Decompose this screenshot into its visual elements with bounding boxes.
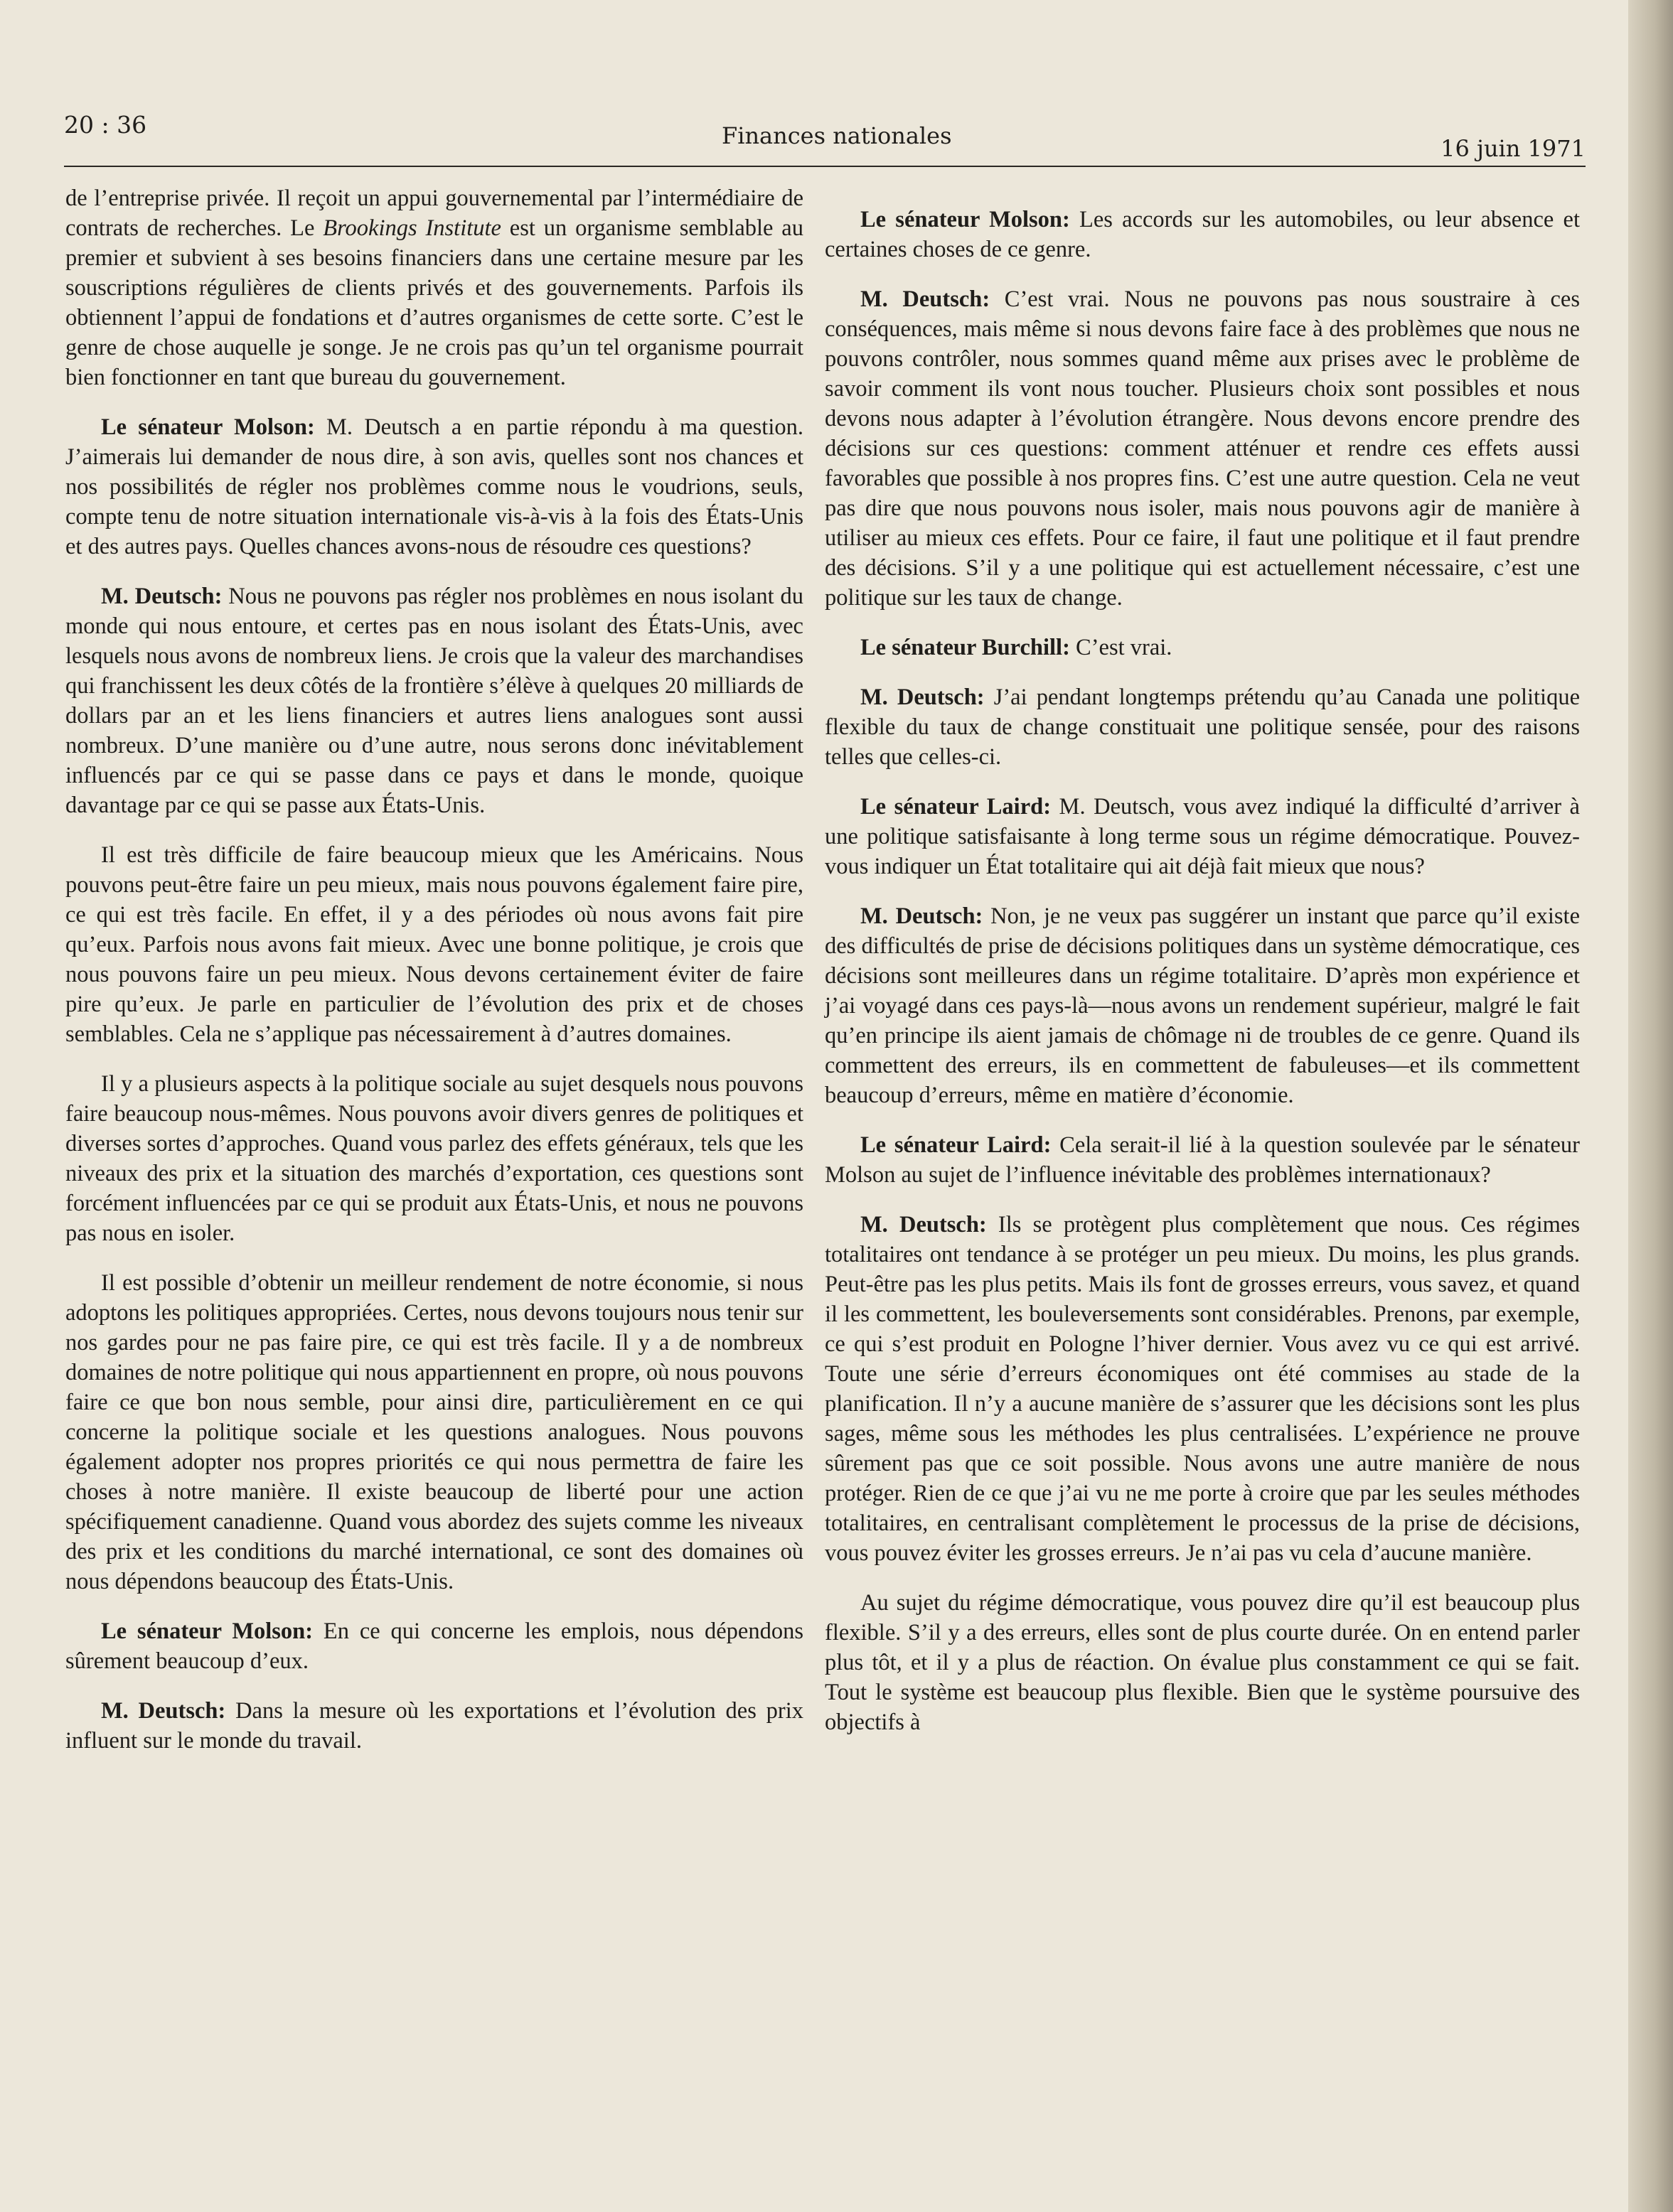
paragraph-text: Il est possible d’obtenir un meilleur rendement de notre économie, si nous adoptons les politiques appropriées. Certes, nous devons toujours nous tenir sur nos gardes pour ne pas faire pire, ce qui est très facile. Il y a de nombreux domaines de notre politique qui nous appartiennent en propre, où nous pouvons faire ce que bon nous semble, pour ainsi dire, particulièrement en ce qui concerne la politique sociale et les questions analogues. Nous pouvons également adopter nos propres priorités ce qui nous permettra de faire les choses à notre manière. Il existe beaucoup de liberté pour une action spécifiquement canadienne. Quand vous abordez des sujets comme les niveaux des prix et les conditions du marché international, ce sont des domaines où nous dépendons beaucoup des États-Unis.: [65, 1270, 803, 1594]
header-rule: [64, 166, 1586, 167]
paragraph: [825, 284, 1580, 613]
paragraph: [825, 682, 1580, 772]
paragraph: [825, 1210, 1580, 1568]
paragraph: [65, 412, 803, 562]
left-column: [65, 183, 803, 1776]
speaker-name: M. Deutsch:: [101, 1698, 226, 1724]
right-column: [825, 205, 1580, 1757]
speaker-name: Le sénateur Molson:: [860, 207, 1070, 232]
paragraph-text: de l’entreprise privée. Il reçoit un appui gouvernemental par l’intermédiaire de contrats de recherches. Le: [65, 186, 803, 241]
paragraph-text: J’ai pendant longtemps prétendu qu’au Canada une politique flexible du taux de change constituait une politique sensée, pour des raisons telles que celles-ci.: [825, 684, 1580, 770]
paragraph-text: M. Deutsch, vous avez indiqué la difficulté d’arriver à une politique satisfaisante à long terme sous un régime démocratique. Pouvez-vous indiquer un État totalitaire qui ait déjà fait mieux que nous?: [825, 794, 1580, 879]
paragraph-text: Cela serait-il lié à la question soulevée par le sénateur Molson au sujet de l’influence inévitable des problèmes internationaux?: [825, 1132, 1580, 1188]
paragraph-text: Les accords sur les automobiles, ou leur absence et certaines choses de ce genre.: [825, 207, 1580, 262]
paragraph: [65, 1268, 803, 1596]
paragraph-text: est un organisme semblable au premier et subvient à ses besoins financiers dans une certaine mesure par les souscriptions régulières de clients privés et des gouvernements. Parfois ils obtiennent l’appui de fondations et d’autres organismes de cette sorte. C’est le genre de chose auquelle je songe. Je ne crois pas qu’un tel organisme pourrait bien fonctionner en tant que bureau du gouvernement.: [65, 215, 803, 390]
paragraph-text: En ce qui concerne les emplois, nous dépendons sûrement beaucoup d’eux.: [65, 1618, 803, 1674]
page-date: 16 juin 1971: [1441, 135, 1586, 162]
speaker-name: Le sénateur Burchill:: [860, 635, 1070, 660]
paragraph: [65, 581, 803, 820]
speaker-name: Le sénateur Laird:: [860, 794, 1052, 820]
paragraph: [65, 1616, 803, 1676]
speaker-name: M. Deutsch:: [860, 286, 990, 312]
paragraph-text: Au sujet du régime démocratique, vous pouvez dire qu’il est beaucoup plus flexible. S’il y a des erreurs, elles sont de plus courte durée. On en entend parler plus tôt, et il y a plus de réaction. On évalue plus constamment ce qui se fait. Tout le système est beaucoup plus flexible. Bien que le système poursuive des objectifs à: [825, 1590, 1580, 1735]
speaker-name: M. Deutsch:: [101, 584, 223, 609]
paragraph: [825, 901, 1580, 1110]
paragraph: [825, 792, 1580, 881]
binding-edge: [1628, 0, 1673, 2212]
paragraph: [65, 840, 803, 1049]
speaker-name: Le sénateur Molson:: [101, 414, 315, 440]
speaker-name: Le sénateur Molson:: [101, 1618, 314, 1644]
paragraph-text: Il est très difficile de faire beaucoup mieux que les Américains. Nous pouvons peut-être faire un peu mieux, mais nous pouvons également faire pire, ce qui est très facile. En effet, il y a des périodes où nous avons fait pire qu’eux. Parfois nous avons fait mieux. Avec une bonne politique, je crois que nous pouvons faire un peu mieux. Nous devons certainement éviter de faire pire qu’eux. Je parle en particulier de l’évolution des prix et de choses semblables. Cela ne s’applique pas nécessairement à d’autres domaines.: [65, 842, 803, 1047]
paragraph-text: M. Deutsch a en partie répondu à ma question. J’aimerais lui demander de nous dire, à son avis, quelles sont nos chances et nos possibilités de régler nos problèmes comme nous le voudrions, seuls, compte tenu de notre situation internationale vis-à-vis à la fois des États-Unis et des autres pays. Quelles chances avons-nous de résoudre ces questions?: [65, 414, 803, 559]
speaker-name: M. Deutsch:: [860, 1212, 987, 1237]
paragraph: [825, 633, 1580, 662]
paragraph: [65, 1069, 803, 1248]
page-folio: 20 : 36: [64, 111, 147, 139]
paragraph: [65, 1696, 803, 1756]
paragraph: [65, 183, 803, 392]
paragraph-text: C’est vrai.: [1069, 635, 1172, 660]
paragraph-text: Nous ne pouvons pas régler nos problèmes en nous isolant du monde qui nous entoure, et certes pas en nous isolant des États-Unis, avec lesquels nous avons de nombreux liens. Je crois que la valeur des marchandises qui franchissent les deux côtés de la frontière s’élève à quelques 20 milliards de dollars par an et les liens financiers et autres liens analogues sont aussi nombreux. D’une manière ou d’une autre, nous serons donc inévitablement influencés par ce qui se passe dans ce pays et dans le monde, quoique davantage par ce qui se passe aux États-Unis.: [65, 584, 803, 818]
paragraph-text: Ils se protègent plus complètement que nous. Ces régimes totalitaires ont tendance à se protéger un peu mieux. Du moins, les plus grands. Peut-être pas les plus petits. Mais ils font de grosses erreurs, vous savez, et quand il les commettent, les bouleversements sont considérables. Prenons, par exemple, ce qui s’est produit en Pologne l’hiver dernier. Vous avez vu ce qui est arrivé. Toute une série d’erreurs économiques ont été commises au stade de la planification. Il n’y a aucune manière de s’assurer que les décisions sont les plus sages, même sous les méthodes les plus centralisées. L’expérience ne prouve sûrement pas que ce soit possible. Nous avons une autre manière de nous protéger. Rien de ce que j’ai vu ne me porte à croire que par les seules méthodes totalitaires, en centralisant complètement le processus de la prise de décisions, vous pouvez éviter les grosses erreurs. Je n’ai pas vu cela d’aucune manière.: [825, 1212, 1580, 1566]
paragraph: [825, 205, 1580, 264]
paragraph-text: Il y a plusieurs aspects à la politique sociale au sujet desquels nous pouvons faire beaucoup nous-mêmes. Nous pouvons avoir divers genres de politiques et diverses sortes d’approches. Quand vous parlez des effets généraux, tels que les niveaux des prix et la situation des marchés d’exportation, ces questions sont forcément influencées par ce qui se produit aux États-Unis, et nous ne pouvons pas nous en isoler.: [65, 1071, 803, 1246]
speaker-name: M. Deutsch:: [860, 903, 983, 929]
speaker-name: Le sénateur Laird:: [860, 1132, 1052, 1158]
speaker-name: M. Deutsch:: [860, 684, 985, 710]
paragraph-text: Dans la mesure où les exportations et l’évolution des prix influent sur le monde du travail.: [65, 1698, 803, 1754]
paragraph: [825, 1130, 1580, 1190]
page-header: [64, 107, 1586, 163]
paragraph-text: Non, je ne veux pas suggérer un instant que parce qu’il existe des difficultés de prise de décisions politiques dans un système démocratique, ces décisions sont meilleures dans un régime totalitaire. D’après mon expérience et j’ai voyagé dans ces pays-là—nous avons un rendement supérieur, malgré le fait qu’en principe ils aient jamais de chômage ni de troubles de ce genre. Quand ils commettent des erreurs, ils en commettent de fabuleuses—et ils commettent beaucoup d’erreurs, même en matière d’économie.: [825, 903, 1580, 1108]
running-title: Finances nationales: [722, 122, 952, 149]
paragraph-text: C’est vrai. Nous ne pouvons pas nous soustraire à ces conséquences, mais même si nous devons faire face à des problèmes que nous ne pouvons contrôler, nous sommes quand même aux prises avec le problème de savoir comment ils vont nous toucher. Plusieurs choix sont possibles et nous devons nous adapter à l’évolution étrangère. Nous devons encore prendre des décisions sur ces questions: comment atténuer et rendre ces effets aussi favorables que possible à nos propres fins. C’est une autre question. Cela ne veut pas dire que nous pouvons nous isoler, mais nous pouvons agir de manière à utiliser au mieux ces effets. Pour ce faire, il faut une politique et il faut prendre des décisions. S’il y a une politique qui est actuellement nécessaire, c’est une politique sur les taux de change.: [825, 286, 1580, 611]
paragraph: [825, 1588, 1580, 1737]
italic-text: Brookings Institute: [323, 215, 501, 241]
